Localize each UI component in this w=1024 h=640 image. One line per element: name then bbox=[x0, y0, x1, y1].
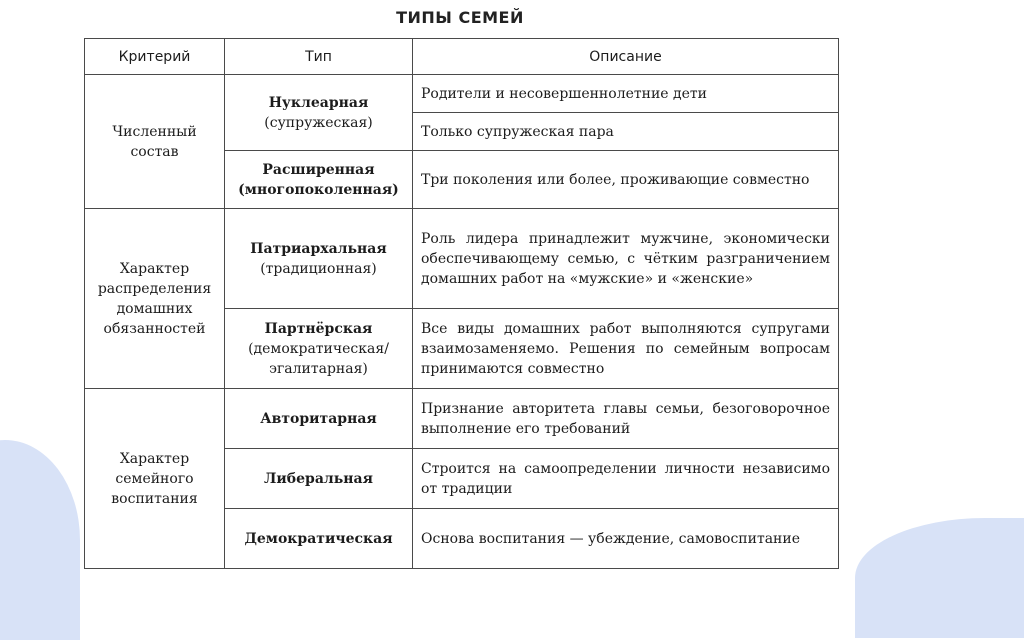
criterion-cell: Характер семейного воспитания bbox=[85, 389, 225, 569]
type-cell bbox=[225, 389, 413, 449]
header-criterion: Критерий bbox=[85, 39, 225, 75]
header-row bbox=[85, 39, 839, 75]
description-cell: Все виды домашних работ выполняются супругами взаимозаменяемо. Решения по семейным вопросам принимаются совместно bbox=[413, 309, 839, 389]
decorative-shape-left bbox=[0, 440, 80, 640]
description-cell: Только супружеская пара bbox=[413, 113, 839, 151]
description-cell: Родители и несовершеннолетние дети bbox=[413, 75, 839, 113]
type-cell bbox=[225, 209, 413, 309]
type-cell bbox=[225, 309, 413, 389]
criterion-cell: Численный состав bbox=[85, 75, 225, 209]
description-cell: Три поколения или более, проживающие совместно bbox=[413, 151, 839, 209]
type-cell bbox=[225, 449, 413, 509]
decorative-shape-right bbox=[855, 518, 1024, 638]
type-subtitle: (демократическая/ эгалитарная) bbox=[248, 340, 389, 377]
type-name: Патриархальная bbox=[250, 240, 387, 257]
description-cell: Роль лидера принадлежит мужчине, экономически обеспечивающему семью, с чётким разграничением домашних работ на «мужские» и «женские» bbox=[413, 209, 839, 309]
description-cell: Основа воспитания — убеждение, самовоспитание bbox=[413, 509, 839, 569]
type-name: Партнёрская bbox=[264, 320, 373, 337]
table-row bbox=[85, 389, 839, 449]
description-cell: Признание авторитета главы семьи, безоговорочное выполнение его требований bbox=[413, 389, 839, 449]
type-name: Либеральная bbox=[264, 470, 373, 487]
type-name: Авторитарная bbox=[260, 410, 377, 427]
type-cell bbox=[225, 75, 413, 151]
header-type: Тип bbox=[225, 39, 413, 75]
type-cell bbox=[225, 151, 413, 209]
type-name: Демократическая bbox=[244, 530, 393, 547]
type-subtitle: (супружеская) bbox=[264, 114, 373, 131]
table-row bbox=[85, 75, 839, 113]
header-description: Описание bbox=[413, 39, 839, 75]
type-name: Расширенная (многопоколенная) bbox=[238, 161, 399, 198]
table-row bbox=[85, 209, 839, 309]
family-types-table bbox=[84, 38, 839, 569]
criterion-cell: Характер распределения домашних обязанностей bbox=[85, 209, 225, 389]
page-title: ТИПЫ СЕМЕЙ bbox=[396, 8, 524, 27]
type-name: Нуклеарная bbox=[268, 94, 369, 111]
description-cell: Строится на самоопределении личности независимо от традиции bbox=[413, 449, 839, 509]
type-cell bbox=[225, 509, 413, 569]
type-subtitle: (традиционная) bbox=[260, 260, 377, 277]
